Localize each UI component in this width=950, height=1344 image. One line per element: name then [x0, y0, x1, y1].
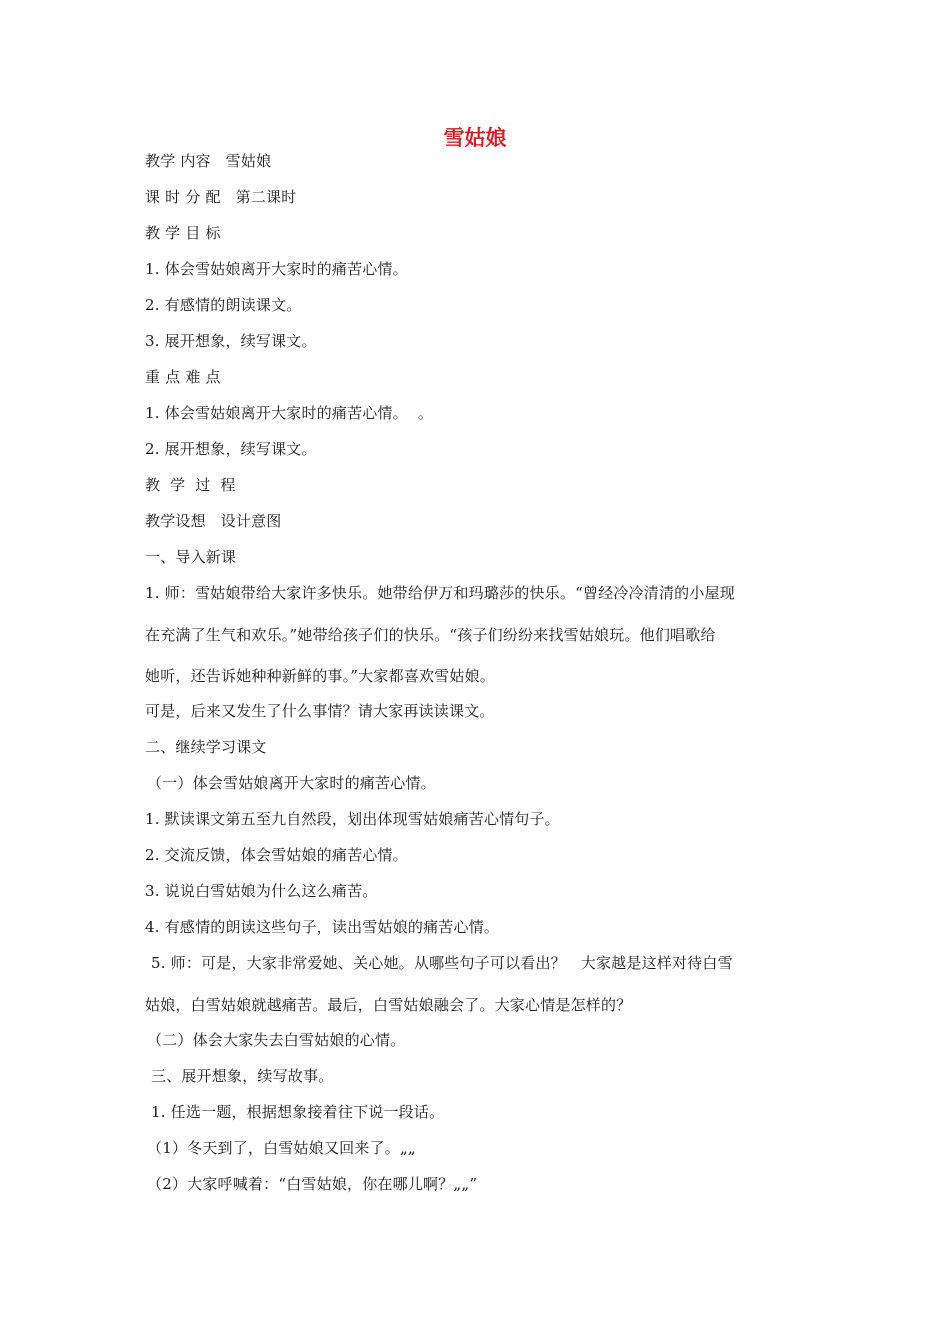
- text-line: 3. 展开想象，续写课文。: [145, 332, 317, 350]
- paragraph-line: 5. 师：可是，大家非常爱她、关心她。从哪些句子可以看出？ 大家越是这样对待白雪: [151, 954, 733, 972]
- subsection-heading: （一）体会雪姑娘离开大家时的痛苦心情。: [147, 774, 436, 792]
- text-line: 1. 体会雪姑娘离开大家时的痛苦心情。 。: [145, 404, 434, 422]
- paragraph-line: 在充满了生气和欢乐。”她带给孩子们的快乐。“孩子们纷纷来找雪姑娘玩。他们唱歌给: [145, 626, 716, 644]
- text-line: 课 时 分 配 第二课时: [145, 188, 297, 206]
- section-heading: 教 学 过 程: [145, 476, 236, 494]
- document-title: 雪姑娘: [443, 126, 507, 150]
- text-line: 教学 内容 雪姑娘: [145, 152, 272, 170]
- section-heading: 教 学 目 标: [145, 224, 221, 242]
- text-line: （1）冬天到了，白雪姑娘又回来了。„„: [147, 1139, 416, 1157]
- text-line: 1. 体会雪姑娘离开大家时的痛苦心情。: [145, 260, 408, 278]
- text-line: 1. 任选一题，根据想象接着往下说一段话。: [151, 1103, 445, 1121]
- text-line: 4. 有感情的朗读这些句子，读出雪姑娘的痛苦心情。: [145, 918, 500, 936]
- text-line: 2. 交流反馈，体会雪姑娘的痛苦心情。: [145, 846, 408, 864]
- paragraph-line: 她听，还告诉她种种新鲜的事。”大家都喜欢雪姑娘。: [145, 667, 495, 685]
- text-line: 2. 展开想象，续写课文。: [145, 440, 317, 458]
- section-heading: 二、继续学习课文: [145, 738, 267, 756]
- section-heading: 重 点 难 点: [145, 368, 221, 386]
- paragraph-line: 姑娘，白雪姑娘就越痛苦。最后，白雪姑娘融会了。大家心情是怎样的？: [145, 996, 632, 1014]
- section-heading: 一、导入新课: [145, 548, 237, 566]
- text-line: （2）大家呼喊着：“白雪姑娘，你在哪儿啊？„„”: [147, 1175, 478, 1193]
- paragraph-line: 1. 师：雪姑娘带给大家许多快乐。她带给伊万和玛璐莎的快乐。“曾经冷冷清清的小屋现: [145, 584, 735, 602]
- subsection-heading: （二）体会大家失去白雪姑娘的心情。: [147, 1031, 406, 1049]
- text-line: 1. 默读课文第五至九自然段，划出体现雪姑娘痛苦心情句子。: [145, 810, 560, 828]
- text-line: 3. 说说白雪姑娘为什么这么痛苦。: [145, 882, 378, 900]
- text-line: 可是，后来又发生了什么事情？请大家再读读课文。: [145, 702, 495, 720]
- text-line: 2. 有感情的朗读课文。: [145, 296, 302, 314]
- text-line: 教学设想 设计意图: [145, 512, 282, 530]
- section-heading: 三、展开想象，续写故事。: [151, 1067, 334, 1085]
